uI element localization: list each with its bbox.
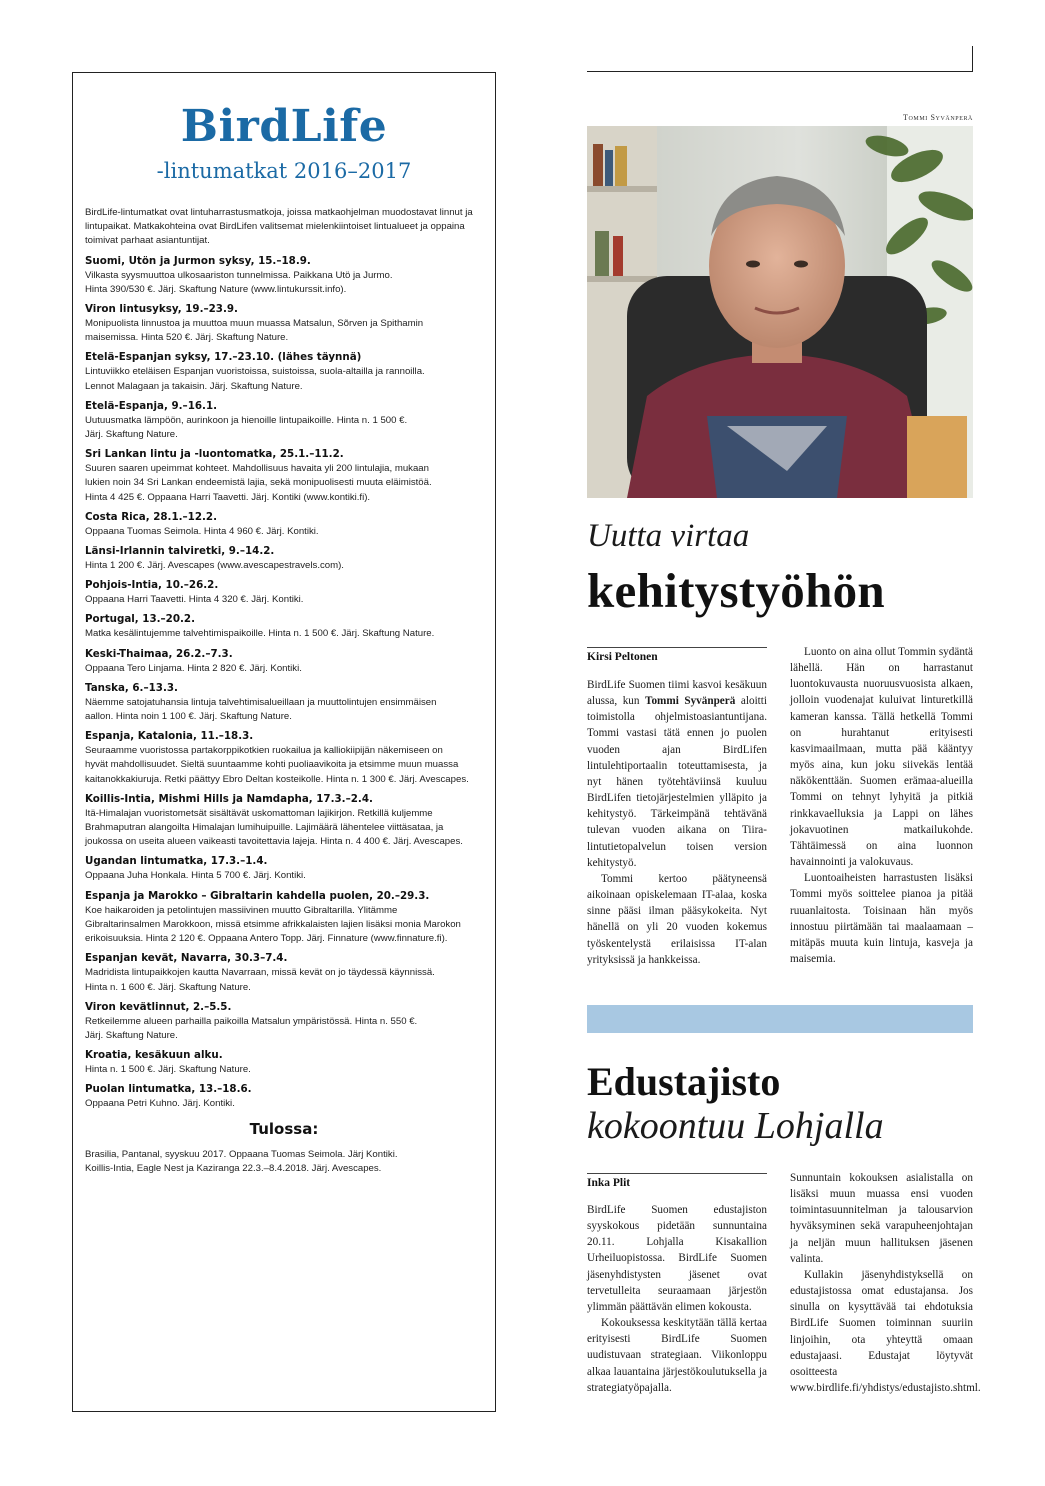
trip-description: Oppaana Tuomas Seimola. Hinta 4 960 €. Järj. Kontiki. (85, 525, 319, 537)
trip-description: Oppaana Harri Taavetti. Hinta 4 320 €. Järj. Kontiki. (85, 594, 304, 606)
trip-description: Uutuusmatka lämpöön, aurinkoon ja hienoille lintupaikoille. Hinta n. 1 500 €. Järj. Skaftung Nature. (85, 414, 408, 441)
byline-rule-2 (587, 1173, 767, 1174)
trip-item (85, 1000, 483, 1043)
trip-description: Hinta n. 1 500 €. Järj. Skaftung Nature. (85, 1064, 251, 1076)
trip-item (85, 399, 483, 442)
trip-item (85, 1048, 483, 1077)
article1-col1 (587, 677, 767, 968)
trip-description: Retkeilemme alueen parhailla paikoilla Matsalun ympäristössä. Hinta n. 550 €. Järj. Skaftung Nature. (85, 1015, 418, 1041)
trip-title: Viron lintusyksy, 19.–23.9. (85, 303, 238, 316)
trip-title: Sri Lankan lintu ja -luontomatka, 25.1.–11.2. (85, 448, 344, 461)
trip-item (85, 889, 483, 947)
trip-title: Espanja, Katalonia, 11.–18.3. (85, 730, 254, 743)
article2-col1 (587, 1202, 767, 1396)
ad-intro: BirdLife-lintumatkat ovat lintuharrastusmatkoja, joissa matkaohjelman muodostavat linnut ja lintupaikat. Matkakohteina ovat BirdLifen valitsemat mielenkiintoiset lintualueet ja oppaina toimivat parhaat asiantuntijat. (85, 207, 473, 247)
trip-item (85, 510, 483, 539)
article1-col1-p1: BirdLife Suomen tiimi kasvoi kesäkuun alussa, kun Tommi Syvänperä aloitti toimistolla ohjelmistoasiantuntijana. Tommi vastasi tätä ennen jo puolen vuoden ajan BirdLifen lintulehtiportaalin toteuttamisesta, ja nyt hänen työtehtäviinsä kuuluu BirdLifen tietojärjestelmien ylläpito ja kehitystyö. Tärkeimpänä tehtävänä tulevan vuoden aikana on Tiira-lintutietopalvelun toisen version kehitystyö. (587, 679, 767, 869)
trip-description: Oppaana Juha Honkala. Hinta 5 700 €. Järj. Kontiki. (85, 870, 306, 882)
trip-title: Pohjois-Intia, 10.–26.2. (85, 579, 219, 592)
trip-item (85, 578, 483, 607)
trip-title: Suomi, Utön ja Jurmon syksy, 15.–18.9. (85, 254, 311, 267)
trip-title: Etelä-Espanjan syksy, 17.–23.10. (lähes täynnä) (85, 351, 362, 364)
trip-title: Länsi-Irlannin talviretki, 9.–14.2. (85, 545, 275, 558)
trip-description: Seuraamme vuoristossa partakorppikotkien ruokailua ja kalliokiipijän näkemiseen on hyvät mahdollisuudet. Sieltä suuntaamme kohti puoliaavikoita ja etsimme muun muassa kaitanokkakiuruja. Retki päättyy Ebro Deltan kosteikolle. Hinta n. 1 300 €. Järj. Avescapes. (85, 745, 469, 785)
trip-title: Koillis-Intia, Mishmi Hills ja Namdapha, 17.3.–2.4. (85, 792, 373, 805)
article1-col2 (790, 644, 973, 967)
article1-title: kehitystyöhön (587, 563, 885, 618)
section-divider-bar (587, 1005, 973, 1033)
trip-item (85, 612, 483, 641)
top-corner-rule (972, 46, 973, 72)
trip-title: Tanska, 6.–13.3. (85, 681, 178, 694)
trip-description: Matka kesälintujemme talvehtimispaikoille. Hinta n. 1 500 €. Järj. Skaftung Nature. (85, 628, 435, 640)
trip-item (85, 681, 483, 724)
coming-heading: Tulossa: (249, 1119, 319, 1138)
trip-description: Suuren saaren upeimmat kohteet. Mahdollisuus havaita yli 200 lintulajia, mukaan lukien noin 34 Sri Lankan endeemistä lajia, sekä monipuolisesti muuta eläimistöä. Hinta 4 425 €. Oppaana Harri Taavetti. Järj. Kontiki (www.kontiki.fi). (85, 463, 432, 503)
top-rule (587, 71, 973, 72)
trip-item (85, 1082, 483, 1111)
article1-col1-p2: Tommi kertoo päätyneensä aikoinaan opiskelemaan IT-alaa, koska sinne pääsi ilman pääsykokeita. Nyt hänellä on yli 20 vuoden kokemus työskentelystä erilaisissa IT-alan yrityksissä ja hankkeissa. (587, 872, 767, 966)
trip-item (85, 544, 483, 573)
portrait-photo (587, 126, 973, 498)
trip-title: Etelä-Espanja, 9.–16.1. (85, 399, 218, 412)
article2-col2-p2: Kullakin jäsenyhdistyksellä on edustajistossa omat edustajansa. Jos sinulla on kysyttävää tai ehdotuksia BirdLife Suomen toiminnan suuriin linjoihin, ota yhteyttä omaan edustajaasi. Edustajat löytyvät osoitteesta www.birdlife.fi/yhdistys/edustajisto.shtml. (790, 1268, 981, 1395)
article2-title: Edustajisto (587, 1059, 781, 1104)
trip-item (85, 302, 483, 345)
birdlife-logo: BirdLife (180, 101, 388, 152)
person-name: Tommi Syvänperä (645, 695, 736, 708)
trip-description: Oppaana Petri Kuhno. Järj. Kontiki. (85, 1098, 235, 1110)
article2-author: Inka Plit (587, 1177, 631, 1189)
byline-rule (587, 647, 767, 648)
trip-description: Vilkasta syysmuuttoa ulkosaariston tunnelmissa. Paikkana Utö ja Jurmo. Hinta 390/530 €. Järj. Skaftung Nature (www.lintukurssit.info). (85, 269, 393, 295)
article2-col2-p1: Sunnuntain kokouksen asialistalla on lisäksi muun muassa ensi vuoden toimintasuunnitelman ja talousarvion hyväksyminen sekä varapuheenjohtajan ja neljän muun hallituksen jäsenen valinta. (790, 1172, 973, 1265)
trip-description: Lintuviikko eteläisen Espanjan vuoristoissa, suistoissa, suola-altailla ja rannoilla. Lennot Malagaan ja takaisin. Järj. Skaftung Nature. (85, 366, 425, 392)
trip-item (85, 854, 483, 883)
trip-title: Espanja ja Marokko – Gibraltarin kahdella puolen, 20.–29.3. (85, 889, 430, 902)
article1-col2-p2: Luontoaiheisten harrastusten lisäksi Tommi myös soittelee pianoa ja pitää ruuanlaitosta. Toisinaan hän myös innostuu piirtämään tai maalaamaan – mitäpäs muuta kuin lintuja, kasveja ja maisemia. (790, 872, 973, 965)
trip-description: Itä-Himalajan vuoristometsät sisältävät uskomattoman lajikirjon. Retkillä kuljemme Brahmaputran alangoilta Himalajan lumihuipuille. Lajimäärä lähentelee viittäsataa, ja joukossa on useita alueen vaikeasti tavoitettavia lajeja. Hinta n. 4 400 €. Järj. Avescapes. (85, 807, 463, 848)
trip-title: Kroatia, kesäkuun alku. (85, 1049, 223, 1062)
trip-title: Ugandan lintumatka, 17.3.–1.4. (85, 855, 268, 868)
trip-item (85, 647, 483, 676)
trip-list (85, 254, 483, 1112)
ad-subtitle: -lintumatkat 2016–2017 (156, 159, 412, 183)
article2-col1-p1: BirdLife Suomen edustajiston syyskokous pidetään sunnuntaina 20.11. Lohjalla Kisakallion Urheiluopistossa. BirdLife Suomen jäsenyhdistysten jäsenet ovat tervetulleita seuraamaan järjestön ylimmän päättävän elimen kokousta. (587, 1204, 767, 1313)
photo-credit: Tommi Syvänperä (902, 113, 973, 122)
trip-title: Keski-Thaimaa, 26.2.–7.3. (85, 647, 233, 660)
trip-description: Hinta 1 200 €. Järj. Avescapes (www.avescapestravels.com). (85, 560, 344, 572)
trip-item (85, 792, 483, 850)
trip-description: Monipuolista linnustoa ja muuttoa muun muassa Matsalun, Sõrven ja Spithamin maisemissa. Hinta 520 €. Järj. Skaftung Nature. (85, 318, 424, 344)
article1-col2-p1: Luonto on aina ollut Tommin sydäntä lähellä. Hän on harrastanut luontokuvausta nuoruusvuosista alkaen, jolloin vuodenajat kuluivat linturetkillä kameran kanssa. Tällä hetkellä Tommi on hurahtanut erityisesti kasvimaailmaan, mutta pää kääntyy myös aina, kun joku siivekäs lentää näkökenttään. Suomen erämaa-alueilla Tommi on tehnyt lyhyitä ja pitkiä rinkkavaelluksia ja Lappi on lähes jokavuotinen matkailukohde. Tähtäimessä on aina luonnon havainnointi ja valokuvaus. (790, 646, 973, 869)
trip-item (85, 447, 483, 505)
trip-title: Costa Rica, 28.1.–12.2. (85, 510, 218, 523)
ad-body (85, 206, 483, 1176)
trip-description: Koe haikaroiden ja petolintujen massiivinen muutto Gibraltarilla. Ylitämme Gibraltarinsalmen Marokkoon, missä etsimme afrikkalaisten lajien lisäksi monia Marokon erikoisuuksia. Hinta 2 120 €. Oppaana Antero Topp. Järj. Finnature (www.finnature.fi). (85, 904, 461, 945)
trip-item (85, 350, 483, 393)
coming-list: Brasilia, Pantanal, syyskuu 2017. Oppaana Tuomas Seimola. Järj Kontiki. Koillis-Intia, Eagle Nest ja Kaziranga 22.3.–8.4.2018. Järj. Avescapes. (85, 1148, 398, 1174)
article2-kicker: kokoontuu Lohjalla (587, 1105, 884, 1147)
trip-description: Madridista lintupaikkojen kautta Navarraan, missä kevät on jo täydessä käynnissä. Hinta n. 1 600 €. Järj. Skaftung Nature. (85, 967, 435, 993)
trip-title: Espanjan kevät, Navarra, 30.3–7.4. (85, 952, 288, 965)
trip-item (85, 951, 483, 994)
trip-item (85, 729, 483, 787)
trip-item (85, 254, 483, 297)
article1-kicker: Uutta virtaa (587, 518, 750, 554)
trip-description: Oppaana Tero Linjama. Hinta 2 820 €. Järj. Kontiki. (85, 662, 302, 674)
article2-col1-p2: Kokouksessa keskitytään tällä kertaa erityisesti BirdLife Suomen uudistuvaan strategiaan. Viikonloppu alkaa lauantaina järjestökoulutuksella ja strategiatyöpajalla. (587, 1317, 767, 1394)
trip-title: Puolan lintumatka, 13.–18.6. (85, 1083, 252, 1096)
birdlife-trips-ad (72, 72, 496, 1412)
trip-description: Näemme satojatuhansia lintuja talvehtimisalueillaan ja muuttolintujen ensimmäisen aallon. Hinta noin 1 100 €. Järj. Skaftung Nature. (85, 696, 437, 723)
trip-title: Viron kevätlinnut, 2.–5.5. (85, 1000, 232, 1013)
article2-col2 (790, 1170, 981, 1396)
trip-title: Portugal, 13.–20.2. (85, 613, 196, 626)
article1-author: Kirsi Peltonen (587, 651, 658, 663)
